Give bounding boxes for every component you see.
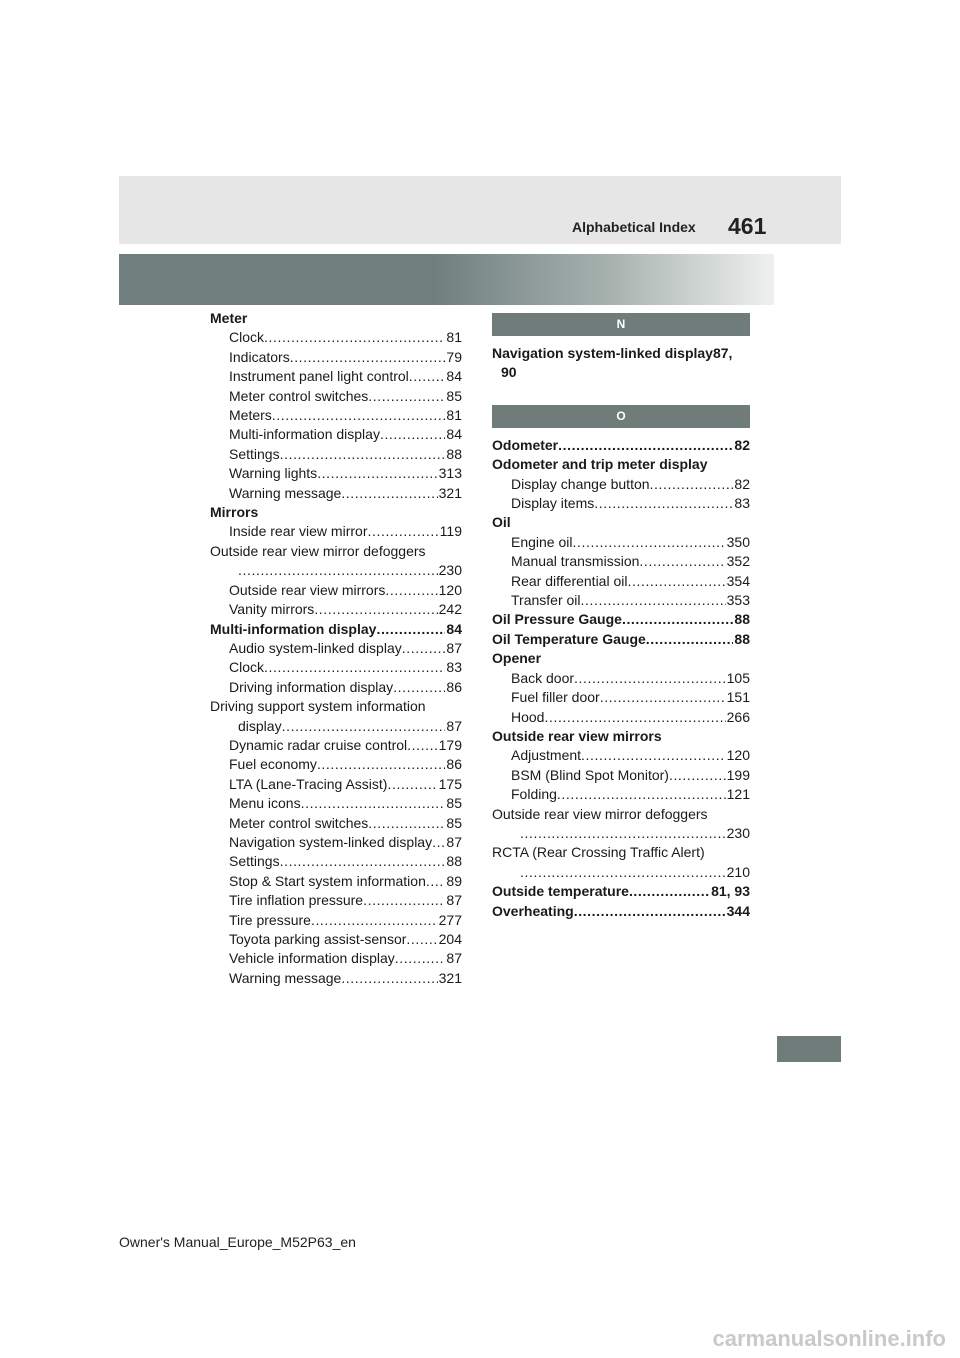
entry-page: 79 <box>446 348 462 365</box>
entry-text: Settings <box>229 853 280 870</box>
entry-text: Outside temperature <box>492 883 629 900</box>
index-entry-sub[interactable] <box>210 852 462 871</box>
dot-leader <box>367 522 438 541</box>
index-entry-sub[interactable] <box>210 600 462 619</box>
dot-leader <box>317 755 445 774</box>
index-entry-sub[interactable] <box>210 969 462 988</box>
dot-leader <box>272 406 446 425</box>
letter-heading-o: O <box>492 405 750 428</box>
dot-leader <box>639 552 725 571</box>
entry-text: Warning lights <box>229 465 318 482</box>
dot-leader <box>544 708 725 727</box>
dot-leader <box>314 600 437 619</box>
index-entry-main[interactable] <box>210 620 462 639</box>
dot-leader <box>393 678 445 697</box>
dot-leader <box>622 610 733 629</box>
dot-leader <box>558 436 733 455</box>
dot-leader <box>600 688 726 707</box>
entry-text: Oil Temperature Gauge <box>492 630 646 647</box>
entry-page: 82 <box>734 475 750 492</box>
index-entry-sub[interactable] <box>210 464 462 483</box>
dot-leader <box>368 387 445 406</box>
entry-page: 120 <box>726 747 750 764</box>
dot-leader <box>581 591 726 610</box>
entry-page: 81 <box>446 329 462 346</box>
dot-leader <box>520 863 726 882</box>
letter-o-entries <box>492 436 750 921</box>
index-entry-sub[interactable] <box>210 484 462 503</box>
dot-leader <box>311 911 438 930</box>
entry-page: 85 <box>446 814 462 831</box>
entry-text: Tire inflation pressure <box>229 892 364 909</box>
watermark: carmanualsonline.info <box>712 1326 946 1351</box>
index-entry-sub[interactable] <box>492 785 750 804</box>
index-entry-sub[interactable] <box>492 863 750 882</box>
entry-page: 81, 93 <box>711 883 750 900</box>
entry-page: 82 <box>734 436 750 453</box>
index-entry-sub[interactable] <box>492 475 750 494</box>
dot-leader <box>280 445 446 464</box>
index-entry-sub[interactable] <box>210 930 462 949</box>
entry-text: Mirrors <box>210 504 259 521</box>
entry-page: 85 <box>446 387 462 404</box>
index-entry-sub[interactable] <box>492 688 750 707</box>
entry-page: 119 <box>439 523 462 540</box>
index-entry-sub[interactable] <box>492 533 750 552</box>
entry-text: Navigation system-linked display <box>229 833 433 850</box>
index-entry-sub[interactable] <box>492 708 750 727</box>
entry-text: Odometer <box>492 436 559 453</box>
dot-leader <box>317 464 437 483</box>
entry-page: 87 <box>446 717 462 734</box>
index-entry-sub[interactable] <box>210 328 462 347</box>
entry-page: 266 <box>726 708 750 725</box>
dot-leader <box>368 814 445 833</box>
entry-page: 354 <box>726 572 750 589</box>
entry-text: Oil Pressure Gauge <box>492 611 622 628</box>
entry-page: 105 <box>726 669 750 686</box>
index-entry-sub[interactable] <box>210 911 462 930</box>
index-entry-sub[interactable] <box>210 522 462 541</box>
index-entry-sub[interactable] <box>210 561 462 580</box>
index-entry-sub[interactable] <box>492 843 750 862</box>
entry-text: Opener <box>492 650 542 667</box>
section-title: Alphabetical Index <box>572 219 696 235</box>
dot-leader <box>646 630 734 649</box>
entry-text: Outside rear view mirrors <box>229 581 386 598</box>
index-column-right <box>492 309 750 921</box>
entry-page: 321 <box>438 969 462 986</box>
dot-leader <box>395 949 446 968</box>
index-entry-main[interactable] <box>492 630 750 649</box>
index-entry-sub[interactable] <box>210 348 462 367</box>
entry-page: 199 <box>726 766 750 783</box>
index-entry-main[interactable] <box>492 649 750 668</box>
entry-text: Meter control switches <box>229 387 369 404</box>
entry-text: Driving information display <box>229 678 394 695</box>
entry-text: Dynamic radar cruise control <box>229 736 408 753</box>
dot-leader <box>264 328 445 347</box>
dot-leader <box>629 882 710 901</box>
entry-text: Outside rear view mirror defoggers <box>210 542 426 559</box>
index-entry-sub[interactable] <box>210 833 462 852</box>
dot-leader <box>387 775 437 794</box>
entry-text: Indicators <box>229 348 290 365</box>
index-entry-sub[interactable] <box>210 445 462 464</box>
entry-text: Tire pressure <box>229 911 311 928</box>
entry-text: Vanity mirrors <box>229 601 315 618</box>
entry-text: Manual transmission <box>511 553 640 570</box>
index-entry-sub[interactable] <box>210 755 462 774</box>
index-entry-sub[interactable] <box>210 814 462 833</box>
entry-page: 313 <box>438 465 462 482</box>
entry-page: 277 <box>438 911 462 928</box>
dot-leader <box>573 533 726 552</box>
index-entry-main[interactable] <box>492 610 750 629</box>
entry-text: Stop & Start system information <box>229 872 426 889</box>
entry-text: Menu icons <box>229 795 301 812</box>
dot-leader <box>627 572 725 591</box>
dot-leader <box>280 852 446 871</box>
entry-text: Clock <box>229 659 265 676</box>
entry-text: Fuel filler door <box>511 689 600 706</box>
entry-text: RCTA (Rear Crossing Traffic Alert) <box>492 844 705 861</box>
entry-page: 321 <box>438 484 462 501</box>
dot-leader <box>574 902 726 921</box>
entry-text: Meters <box>229 407 272 424</box>
entry-page: 204 <box>438 931 462 947</box>
entry-text: Warning message <box>229 484 342 501</box>
index-entry-sub[interactable] <box>492 572 750 591</box>
entry-page: 175 <box>438 775 462 792</box>
index-entry-sub[interactable] <box>492 494 750 513</box>
entry-text: Folding <box>511 786 557 803</box>
entry-text: Rear differential oil <box>511 572 628 589</box>
index-entry-sub[interactable] <box>210 717 462 736</box>
entry-page: 210 <box>726 863 750 880</box>
entry-text: Meter control switches <box>229 814 369 831</box>
entry-page: 89 <box>446 872 462 889</box>
entry-text: Adjustment <box>511 747 582 764</box>
entry-page: 230 <box>438 562 462 579</box>
dot-leader <box>282 717 446 736</box>
entry-page: 85 <box>446 795 462 812</box>
dot-leader <box>557 785 726 804</box>
index-entry-sub[interactable] <box>492 591 750 610</box>
index-entry-sub[interactable] <box>210 775 462 794</box>
entry-text: Oil <box>492 514 511 531</box>
entry-text: Overheating <box>492 902 574 919</box>
entry-text: Odometer and trip meter display <box>492 456 708 473</box>
index-entry-main[interactable] <box>492 727 750 746</box>
entry-page: 86 <box>446 756 462 773</box>
entry-text: Meter <box>210 310 248 326</box>
dot-leader <box>409 367 446 386</box>
entry-text: BSM (Blind Spot Monitor) <box>511 766 669 783</box>
entry-page: 350 <box>726 533 750 550</box>
index-entry-sub[interactable] <box>210 406 462 425</box>
entry-text: Outside rear view mirror defoggers <box>492 805 708 822</box>
entry-page: 90 <box>501 364 517 381</box>
dot-leader <box>669 766 726 785</box>
entry-text: Driving support system information <box>210 698 426 715</box>
entry-page: 84 <box>446 368 462 385</box>
entry-text: Outside rear view mirrors <box>492 727 662 744</box>
entry-page: 88 <box>446 853 462 870</box>
dot-leader <box>238 561 438 580</box>
entry-page: 151 <box>726 689 750 706</box>
dot-leader <box>301 794 446 813</box>
dot-leader <box>385 581 437 600</box>
entry-text: Toyota parking assist-sensor <box>229 931 407 947</box>
index-entry-sub[interactable] <box>210 872 462 891</box>
dot-leader <box>341 969 437 988</box>
dot-leader <box>406 930 437 949</box>
entry-text: Warning message <box>229 969 342 986</box>
entry-page: 84 <box>446 426 462 443</box>
dot-leader <box>594 494 733 513</box>
entry-text: Display change button <box>511 475 650 492</box>
entry-text: Multi-information display <box>229 426 380 443</box>
entry-page: 353 <box>726 592 750 609</box>
index-entry-main[interactable] <box>492 902 750 921</box>
letter-heading-n: N <box>492 313 750 336</box>
entry-text: Back door <box>511 669 575 686</box>
index-entry-sub[interactable] <box>492 766 750 785</box>
index-entry-main[interactable] <box>210 503 462 522</box>
entry-text: Display items <box>511 495 595 512</box>
entry-page: 87 <box>446 950 462 967</box>
dot-leader <box>407 736 437 755</box>
index-entry-main[interactable] <box>492 436 750 455</box>
index-entry-sub[interactable] <box>210 794 462 813</box>
index-entry-sub[interactable] <box>210 891 462 910</box>
dot-leader <box>432 833 445 852</box>
index-entry-sub[interactable] <box>492 746 750 765</box>
entry-page: 83 <box>446 659 462 676</box>
dot-leader <box>574 669 726 688</box>
entry-page: 81 <box>446 407 462 424</box>
index-entry-main[interactable] <box>492 513 750 532</box>
index-entry-sub[interactable] <box>210 639 462 658</box>
entry-text: Fuel economy <box>229 756 317 773</box>
page-number: 461 <box>728 213 767 239</box>
entry-text: Multi-information display <box>210 620 377 637</box>
footer-text: Owner's Manual_Europe_M52P63_en <box>119 1234 356 1250</box>
entry-text: LTA (Lane-Tracing Assist) <box>229 775 388 792</box>
index-entry-sub[interactable] <box>210 367 462 386</box>
index-entry-main[interactable] <box>210 309 462 328</box>
entry-page: 84 <box>446 620 462 637</box>
index-entry-main[interactable] <box>492 882 750 901</box>
entry-page: 352 <box>726 553 750 570</box>
index-entry-sub[interactable] <box>210 949 462 968</box>
entry-text: Audio system-linked display <box>229 639 402 656</box>
dot-leader <box>520 824 726 843</box>
entry-page: 242 <box>438 601 462 618</box>
header-gradient-bar <box>119 254 774 305</box>
entry-page: 344 <box>726 902 750 919</box>
entry-text: Vehicle information display <box>229 950 395 967</box>
entry-page: 87 <box>446 892 462 909</box>
entry-page: 86 <box>446 678 462 695</box>
index-entry-sub[interactable] <box>210 658 462 677</box>
index-entry-sub[interactable] <box>492 669 750 688</box>
dot-leader <box>341 484 437 503</box>
entry-text: Clock <box>229 329 265 346</box>
index-entry-sub[interactable] <box>210 581 462 600</box>
entry-text: Instrument panel light control <box>229 368 409 385</box>
index-entry-sub[interactable] <box>210 678 462 697</box>
index-entry-sub[interactable] <box>492 824 750 843</box>
entry-text: Transfer oil <box>511 592 581 609</box>
entry-text: display <box>238 717 282 734</box>
index-entry-sub[interactable] <box>210 425 462 444</box>
entry-page: 88 <box>734 611 750 628</box>
entry-page: 120 <box>438 581 462 598</box>
index-entry-main[interactable] <box>492 455 750 474</box>
entry-page: 87 <box>446 639 462 656</box>
entry-page: 88 <box>446 445 462 462</box>
dot-leader <box>581 746 726 765</box>
entry-text: Inside rear view mirror <box>229 523 368 540</box>
entry-page: 83 <box>734 495 750 512</box>
entry-page: 121 <box>726 786 750 803</box>
index-entry-main[interactable] <box>492 344 750 383</box>
entry-page: 179 <box>438 736 462 753</box>
entry-page: 230 <box>726 824 750 841</box>
dot-leader <box>426 872 446 891</box>
index-side-tab <box>777 1036 841 1062</box>
dot-leader <box>376 620 445 639</box>
dot-leader <box>380 425 445 444</box>
index-entry-sub[interactable] <box>492 805 750 824</box>
dot-leader <box>264 658 445 677</box>
index-entry-sub[interactable] <box>210 697 462 716</box>
index-entry-sub[interactable] <box>492 552 750 571</box>
index-entry-sub[interactable] <box>210 736 462 755</box>
entry-text: Navigation system-linked display87, <box>492 345 733 361</box>
entry-page: 87 <box>446 833 462 850</box>
dot-leader <box>363 891 445 910</box>
dot-leader <box>290 348 446 367</box>
index-entry-sub[interactable] <box>210 387 462 406</box>
index-entry-sub[interactable] <box>210 542 462 561</box>
index-column-left <box>210 309 462 988</box>
dot-leader <box>650 475 734 494</box>
entry-text: Hood <box>511 708 545 725</box>
entry-text: Settings <box>229 445 280 462</box>
entry-page: 88 <box>734 630 750 647</box>
entry-text: Engine oil <box>511 533 573 550</box>
dot-leader <box>402 639 446 658</box>
